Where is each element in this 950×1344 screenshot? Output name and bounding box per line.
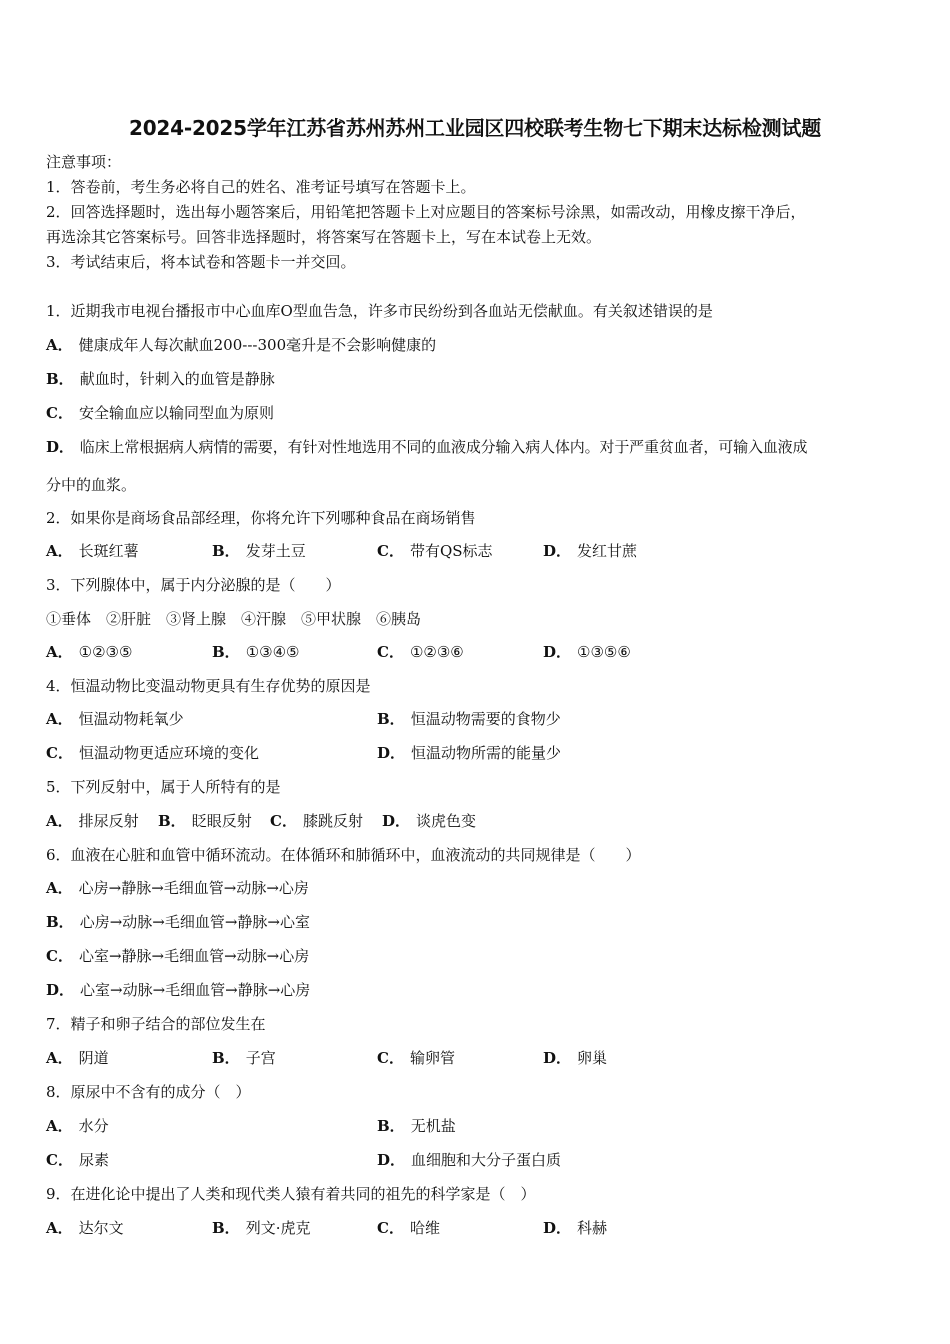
option-text: 谈虎色变: [416, 812, 477, 830]
option-text: 发红甘蔗: [577, 542, 638, 560]
option-label: C．: [377, 542, 404, 560]
option-text: 科赫: [577, 1219, 608, 1237]
q3-option-b: [212, 642, 299, 662]
question-7-stem: 7．精子和卵子结合的部位发生在: [46, 1015, 266, 1033]
q1-option-d: [46, 437, 807, 457]
option-label: B．: [377, 710, 405, 728]
option-text: ①③⑤⑥: [577, 643, 631, 661]
option-label: C．: [270, 812, 297, 830]
question-1-stem: 1．近期我市电视台播报市中心血库O型血告急，许多市民纷纷到各血站无偿献血。有关叙述错误的是: [46, 302, 713, 320]
q4-option-b: [377, 709, 561, 729]
option-text: 膝跳反射: [302, 812, 363, 830]
q4-option-d: [377, 743, 561, 763]
option-text: ①②③⑥: [409, 643, 464, 661]
option-label: B．: [212, 643, 240, 661]
option-text: 达尔文: [78, 1219, 124, 1237]
q6-option-c: [46, 946, 309, 966]
q3-option-c: [377, 642, 464, 662]
question-2-stem: 2．如果你是商场食品部经理，你将允许下列哪种食品在商场销售: [46, 509, 476, 527]
option-label: D．: [543, 1219, 572, 1237]
option-text: 长斑红薯: [78, 542, 139, 560]
option-label: B．: [158, 812, 186, 830]
option-label: D．: [46, 981, 75, 999]
option-label: D．: [543, 542, 572, 560]
notice-item: 再选涂其它答案标号。回答非选择题时，将答案写在答题卡上，写在本试卷上无效。: [46, 228, 602, 246]
option-text: ①③④⑤: [245, 643, 300, 661]
q9-option-d: [543, 1218, 607, 1238]
option-label: A．: [46, 710, 73, 728]
option-label: A．: [46, 812, 73, 830]
option-label: D．: [382, 812, 411, 830]
option-text: 心室→动脉→毛细血管→静脉→心房: [80, 981, 311, 999]
option-label: A．: [46, 643, 73, 661]
option-label: D．: [46, 438, 74, 456]
q5-option-d: [382, 811, 476, 831]
q1-option-b: [46, 369, 275, 389]
option-label: C．: [46, 404, 73, 422]
option-text: 排尿反射: [78, 812, 139, 830]
option-label: D．: [377, 744, 406, 762]
option-label: C．: [46, 744, 73, 762]
question-8-stem: 8．原尿中不含有的成分（ ）: [46, 1083, 251, 1101]
option-text: 卵巢: [577, 1049, 608, 1067]
question-5-stem: 5．下列反射中，属于人所特有的是: [46, 778, 281, 796]
q6-option-d: [46, 980, 310, 1000]
option-label: A．: [46, 1117, 73, 1135]
option-text: 尿素: [78, 1151, 109, 1169]
option-label: C．: [377, 1049, 404, 1067]
option-label: B．: [377, 1117, 405, 1135]
option-label: B．: [212, 1219, 240, 1237]
notice-heading: 注意事项：: [46, 153, 122, 171]
option-text: ①②③⑤: [78, 643, 133, 661]
question-9-stem: 9．在进化论中提出了人类和现代类人猿有着共同的祖先的科学家是（ ）: [46, 1185, 536, 1203]
option-text: 眨眼反射: [191, 812, 252, 830]
q2-option-b: [212, 541, 306, 561]
option-label: C．: [377, 1219, 404, 1237]
q2-option-c: [377, 541, 493, 561]
option-text: 健康成年人每次献血200---300毫升是不会影响健康的: [78, 336, 437, 354]
q4-option-a: [46, 709, 184, 729]
option-label: C．: [46, 1151, 73, 1169]
option-text: 水分: [78, 1117, 109, 1135]
option-label: B．: [46, 370, 74, 388]
q3-option-a: [46, 642, 132, 662]
option-label: A．: [46, 336, 73, 354]
q3-option-d: [543, 642, 631, 662]
option-label: A．: [46, 879, 73, 897]
q7-option-d: [543, 1048, 607, 1068]
option-text: 恒温动物耗氧少: [78, 710, 184, 728]
q1-option-a: [46, 335, 436, 355]
q1-option-d-continuation: 分中的血浆。: [46, 476, 137, 494]
q4-option-c: [46, 743, 259, 763]
option-text: 心房→动脉→毛细血管→静脉→心室: [79, 913, 310, 931]
option-label: A．: [46, 542, 73, 560]
question-6-stem: 6．血液在心脏和血管中循环流动。在体循环和肺循环中，血液流动的共同规律是（ ）: [46, 846, 641, 864]
option-text: 恒温动物更适应环境的变化: [78, 744, 259, 762]
notice-item: 1．答卷前，考生务必将自己的姓名、准考证号填写在答题卡上。: [46, 178, 476, 196]
q1-option-c: [46, 403, 274, 423]
option-label: C．: [377, 643, 404, 661]
option-text: 心室→静脉→毛细血管→动脉→心房: [78, 947, 310, 965]
option-text: 哈维: [409, 1219, 440, 1237]
option-label: D．: [377, 1151, 406, 1169]
notice-item: 3．考试结束后，将本试卷和答题卡一并交回。: [46, 253, 356, 271]
q7-option-b: [212, 1048, 276, 1068]
q6-option-b: [46, 912, 310, 932]
option-text: 列文·虎克: [245, 1219, 311, 1237]
option-text: 阴道: [78, 1049, 109, 1067]
option-text: 恒温动物需要的食物少: [410, 710, 561, 728]
option-text: 无机盐: [410, 1117, 456, 1135]
q9-option-b: [212, 1218, 310, 1238]
q5-option-c: [270, 811, 363, 831]
option-text: 子宫: [245, 1049, 276, 1067]
option-text: 安全输血应以输同型血为原则: [78, 404, 274, 422]
q7-option-c: [377, 1048, 455, 1068]
option-text: 临床上常根据病人病情的需要，有针对性地选用不同的血液成分输入病人体内。对于严重贫血者，可输入血液成: [79, 438, 808, 456]
question-3-stem: 3．下列腺体中，属于内分泌腺的是（ ）: [46, 576, 341, 594]
q5-option-a: [46, 811, 139, 831]
page-title: 2024-2025学年江苏省苏州苏州工业园区四校联考生物七下期末达标检测试题: [128, 116, 822, 140]
option-text: 带有QS标志: [409, 542, 493, 560]
q7-option-a: [46, 1048, 109, 1068]
q6-option-a: [46, 878, 309, 898]
question-3-items: ①垂体 ②肝脏 ③肾上腺 ④汗腺 ⑤甲状腺 ⑥胰岛: [46, 610, 422, 628]
option-label: C．: [46, 947, 73, 965]
option-label: B．: [212, 1049, 240, 1067]
option-label: A．: [46, 1049, 73, 1067]
q9-option-c: [377, 1218, 440, 1238]
question-4-stem: 4．恒温动物比变温动物更具有生存优势的原因是: [46, 677, 371, 695]
q8-option-c: [46, 1150, 109, 1170]
option-label: B．: [212, 542, 240, 560]
option-text: 发芽土豆: [245, 542, 306, 560]
q8-option-b: [377, 1116, 456, 1136]
q2-option-a: [46, 541, 139, 561]
q2-option-d: [543, 541, 637, 561]
q8-option-a: [46, 1116, 109, 1136]
option-label: D．: [543, 643, 572, 661]
option-label: D．: [543, 1049, 572, 1067]
option-label: B．: [46, 913, 74, 931]
option-text: 输卵管: [409, 1049, 455, 1067]
option-label: A．: [46, 1219, 73, 1237]
option-text: 恒温动物所需的能量少: [411, 744, 562, 762]
q9-option-a: [46, 1218, 124, 1238]
option-text: 心房→静脉→毛细血管→动脉→心房: [78, 879, 309, 897]
q5-option-b: [158, 811, 252, 831]
option-text: 血细胞和大分子蛋白质: [411, 1151, 562, 1169]
option-text: 献血时，针刺入的血管是静脉: [79, 370, 275, 388]
notice-item: 2．回答选择题时，选出每小题答案后，用铅笔把答题卡上对应题目的答案标号涂黑，如需改动，用橡皮擦干净后，: [46, 203, 806, 221]
q8-option-d: [377, 1150, 561, 1170]
